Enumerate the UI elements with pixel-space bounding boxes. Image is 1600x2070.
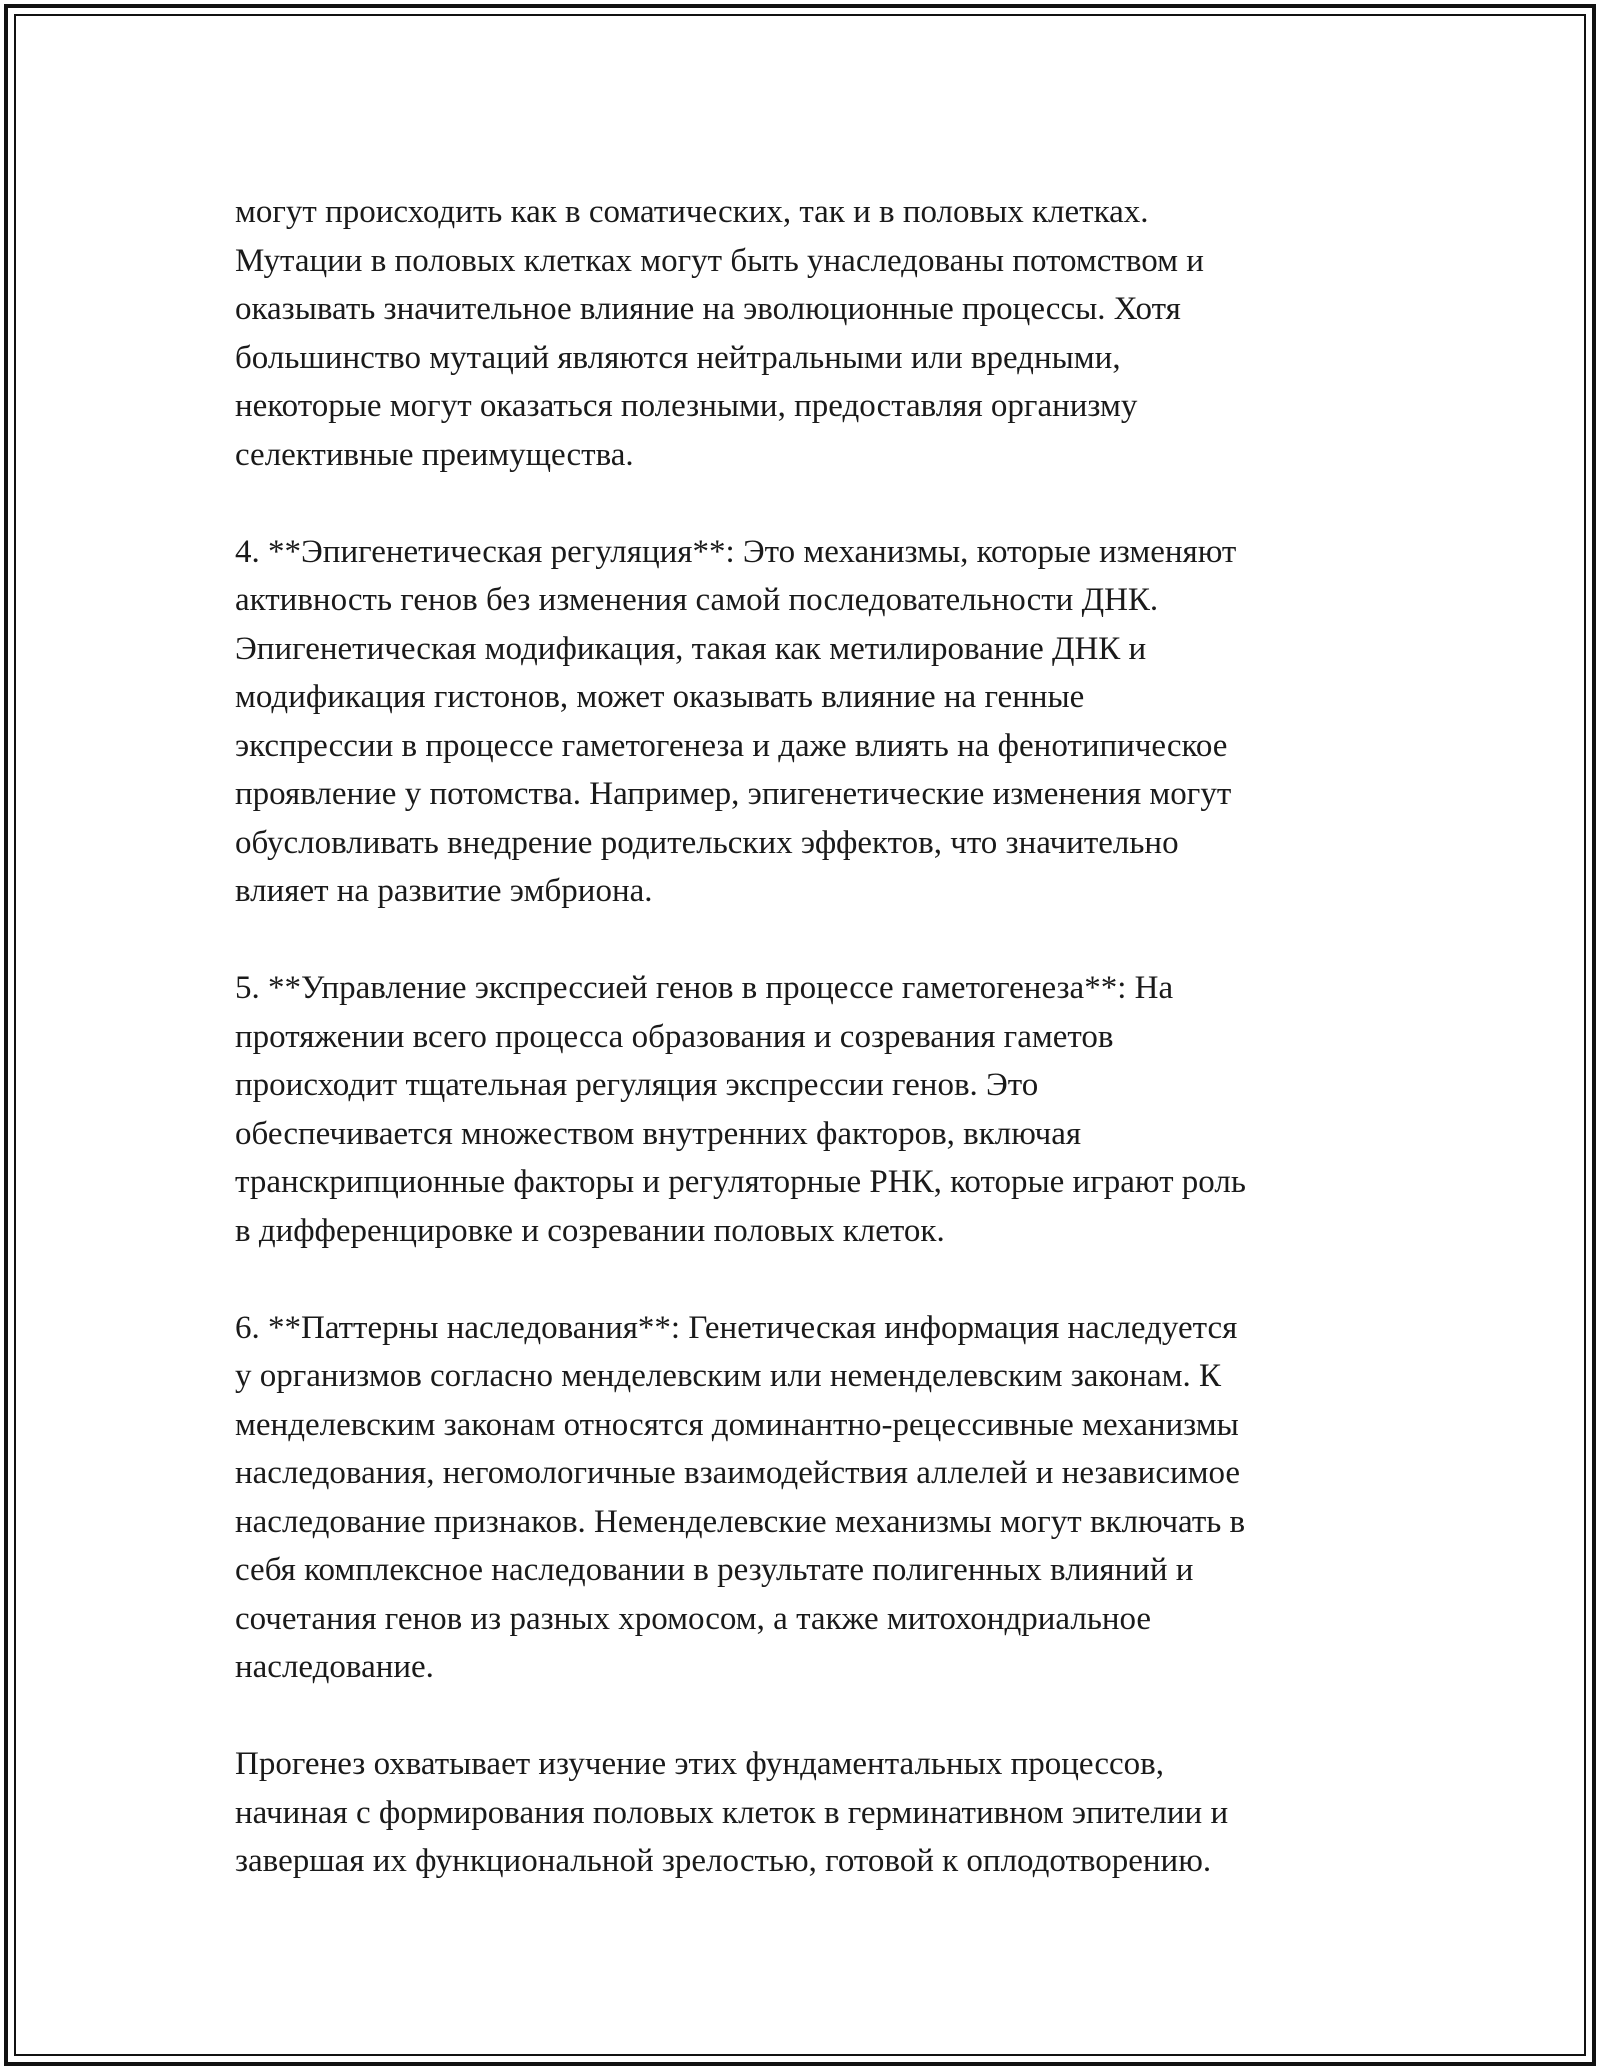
paragraph-progenesis-summary: Прогенез охватывает изучение этих фундаментальных процессов, начиная с формирования половых клеток в герминативном эпителии и завершая их функциональной зрелостью, готовой к оплодотворению. — [235, 1746, 1229, 1879]
paragraph-gene-expression-control: 5. **Управление экспрессией генов в процессе гаметогенеза**: На протяжении всего процесса образования и созревания гаметов происходит тщательная регуляция экспрессии генов. Это обеспечивается множеством внутренних факторов, включая транскрипционные факторы и регуляторные РНК, которые играют роль в дифференцировке и созревании половых клеток. — [235, 970, 1246, 1249]
paragraph-epigenetic-regulation: 4. **Эпигенетическая регуляция**: Это механизмы, которые изменяют активность генов без изменения самой последовательности ДНК. Эпигенетическая модификация, такая как метилирование ДНК и модификация гистонов, может оказывать влияние на генные экспрессии в процессе гаметогенеза и даже влиять на фенотипическое проявление у потомства. Например, эпигенетические изменения могут обусловливать внедрение родительских эффектов, что значительно влияет на развитие эмбриона. — [235, 533, 1237, 909]
paragraph-mutations: могут происходить как в соматических, так и в половых клетках. Мутации в половых клетках могут быть унаследованы потомством и оказывать значительное влияние на эволюционные процессы. Хотя большинство мутаций являются нейтральными или вредными, некоторые могут оказаться полезными, предоставляя организму селективные преимущества. — [235, 194, 1204, 473]
document-body — [235, 188, 1395, 1886]
paragraph-inheritance-patterns: 6. **Паттерны наследования**: Генетическая информация наследуется у организмов согласно менделевским или неменделевским законам. К менделевским законам относятся доминантно-рецессивные механизмы наследования, негомологичные взаимодействия аллелей и независимое наследование признаков. Неменделевские механизмы могут включать в себя комплексное наследовании в результате полигенных влияний и сочетания генов из разных хромосом, а также митохондриальное наследование. — [235, 1309, 1246, 1685]
